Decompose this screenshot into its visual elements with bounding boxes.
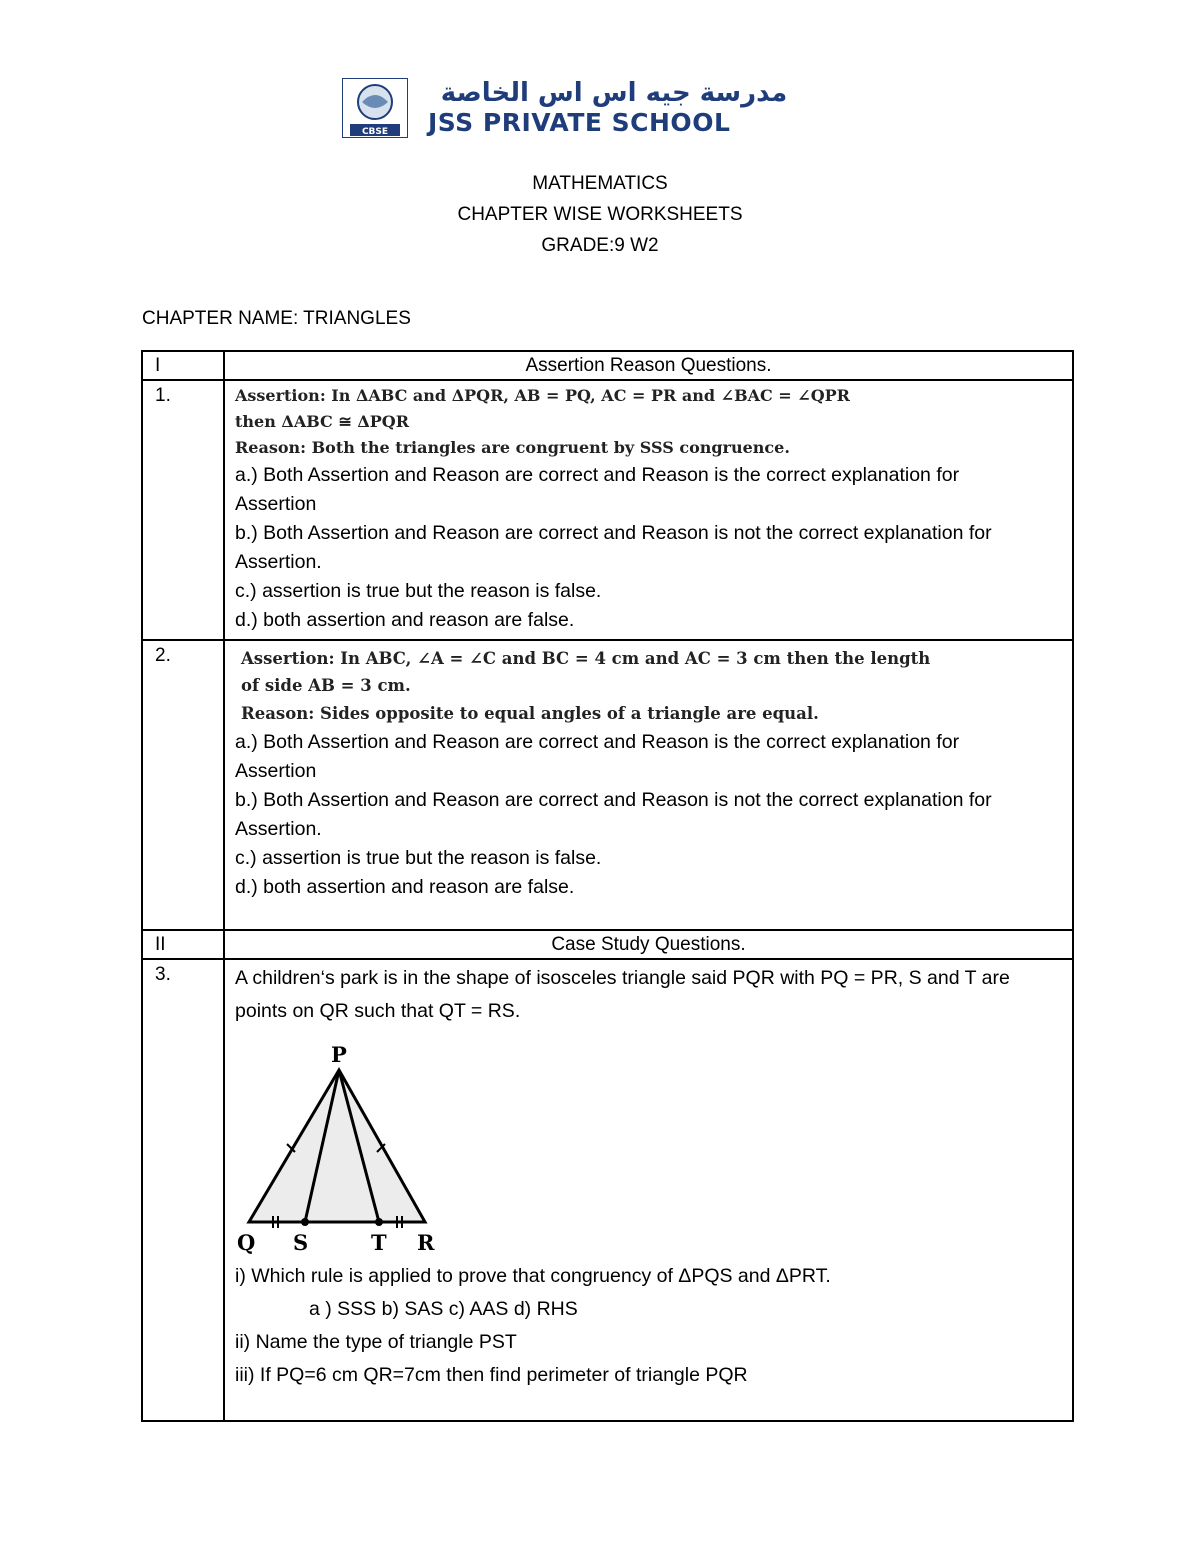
section-header-row xyxy=(142,930,1073,959)
option-a: a.) Both Assertion and Reason are correct and Reason is the correct explanation for Assertion xyxy=(235,731,960,782)
sub-question-i: i) Which rule is applied to prove that congruency of ΔPQS and ΔPRT. xyxy=(235,1265,831,1287)
chapter-name: CHAPTER NAME: TRIANGLES xyxy=(142,308,411,329)
option-a: a.) Both Assertion and Reason are correct and Reason is the correct explanation for Assertion xyxy=(235,464,960,515)
option-b: b.) Both Assertion and Reason are correct and Reason is not the correct explanation for Assertion. xyxy=(235,522,992,573)
option-d: d.) both assertion and reason are false. xyxy=(235,609,575,631)
assertion-text: Assertion: In ΔABC and ΔPQR, AB = PQ, AC = PR and ∠BAC = ∠QPR xyxy=(235,386,850,405)
school-emblem-icon xyxy=(342,78,408,138)
sub-question-i-options: a ) SSS b) SAS c) AAS d) RHS xyxy=(309,1298,578,1320)
label-s: S xyxy=(293,1230,309,1255)
label-p: P xyxy=(331,1042,347,1067)
school-logo-header xyxy=(342,78,812,140)
reason-text: Reason: Sides opposite to equal angles of a triangle are equal. xyxy=(241,704,819,723)
case-study-text: A children‘s park is in the shape of isosceles triangle said PQR with PQ = PR, S and T are points on QR such that QT = RS. xyxy=(235,967,1010,1022)
sub-question-ii: ii) Name the type of triangle PST xyxy=(235,1331,517,1353)
worksheet-title: CHAPTER WISE WORKSHEETS xyxy=(457,204,743,225)
option-d: d.) both assertion and reason are false. xyxy=(235,876,575,898)
question-row xyxy=(142,640,1073,930)
label-q: Q xyxy=(237,1230,256,1255)
sub-question-iii: iii) If PQ=6 cm QR=7cm then find perimeter of triangle PQR xyxy=(235,1364,748,1386)
question-body xyxy=(224,959,1073,1421)
reason-text: Reason: Both the triangles are congruent by SSS congruence. xyxy=(235,438,790,457)
section-number: I xyxy=(142,351,224,380)
triangle-pqr xyxy=(249,1070,425,1222)
worksheet-titles xyxy=(0,168,1200,261)
emblem-label: CBSE xyxy=(361,127,389,137)
question-body xyxy=(224,640,1073,930)
label-r: R xyxy=(417,1230,435,1255)
section-header-row xyxy=(142,351,1073,380)
assertion-text-cont: of side AB = 3 cm. xyxy=(241,676,411,695)
question-row xyxy=(142,959,1073,1421)
section-title: Assertion Reason Questions. xyxy=(224,351,1073,380)
question-number: 2. xyxy=(142,640,224,930)
section-number: II xyxy=(142,930,224,959)
question-body xyxy=(224,380,1073,640)
school-name-english: JSS PRIVATE SCHOOL xyxy=(428,108,731,137)
assertion-text-cont: then ΔABC ≅ ΔPQR xyxy=(235,412,410,431)
question-row xyxy=(142,380,1073,640)
option-b: b.) Both Assertion and Reason are correct and Reason is not the correct explanation for Assertion. xyxy=(235,789,992,840)
option-c: c.) assertion is true but the reason is false. xyxy=(235,847,602,869)
triangle-figure xyxy=(235,1036,455,1258)
point-t xyxy=(375,1218,383,1226)
label-t: T xyxy=(371,1230,387,1255)
subject-title: MATHEMATICS xyxy=(532,173,668,194)
question-number: 3. xyxy=(142,959,224,1421)
option-c: c.) assertion is true but the reason is false. xyxy=(235,580,602,602)
worksheet-table xyxy=(141,350,1074,1422)
question-number: 1. xyxy=(142,380,224,640)
assertion-text: Assertion: In ABC, ∠A = ∠C and BC = 4 cm and AC = 3 cm then the length xyxy=(241,649,931,668)
school-name-arabic: مدرسة جيه اس اس الخاصة xyxy=(440,78,788,108)
grade-title: GRADE:9 W2 xyxy=(541,235,659,256)
section-title: Case Study Questions. xyxy=(224,930,1073,959)
point-s xyxy=(301,1218,309,1226)
